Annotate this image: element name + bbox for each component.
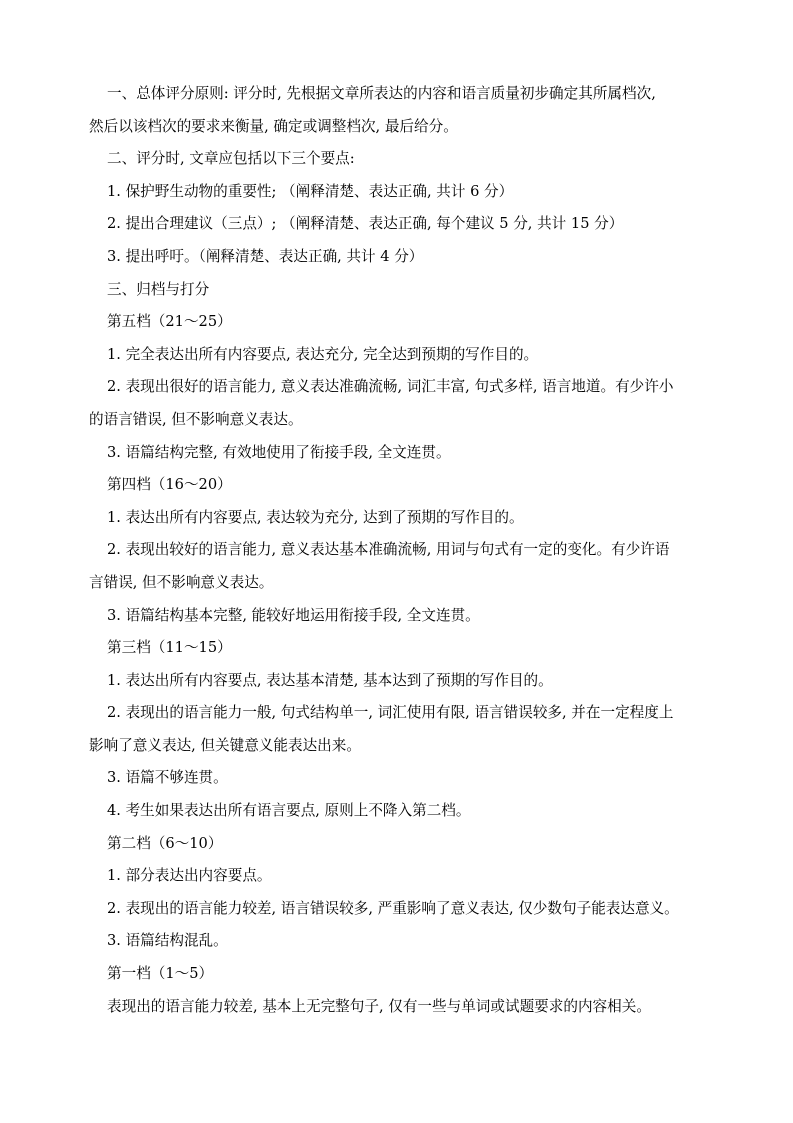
list-item: 3. 语篇结构完整, 有效地使用了衔接手段, 全文连贯。: [107, 443, 451, 461]
paragraph-line: 表现出的语言能力较差, 基本上无完整句子, 仅有一些与单词或试题要求的内容相关。: [107, 997, 651, 1015]
paragraph-line: 然后以该档次的要求来衡量, 确定或调整档次, 最后给分。: [89, 117, 458, 135]
section-heading: 二、评分时, 文章应包括以下三个要点:: [107, 150, 355, 168]
list-item: 3. 语篇不够连贯。: [107, 769, 228, 787]
document-page: [89, 78, 727, 1023]
paragraph-line: 一、总体评分原则: 评分时, 先根据文章所表达的内容和语言质量初步确定其所属档次,: [107, 85, 656, 102]
section-heading: 三、归档与打分: [107, 280, 210, 298]
list-item: 2. 表现出的语言能力一般, 句式结构单一, 词汇使用有限, 语言错误较多, 并在一定程度上: [107, 704, 674, 722]
tier-heading: 第五档（21～25）: [107, 313, 232, 331]
list-item-continuation: 言错误, 但不影响意义表达。: [89, 573, 274, 591]
list-item: 4. 考生如果表达出所有语言要点, 原则上不降入第二档。: [107, 802, 471, 820]
list-item: 1. 完全表达出所有内容要点, 表达充分, 完全达到预期的写作目的。: [107, 345, 539, 363]
tier-heading: 第二档（6～10）: [107, 834, 223, 852]
list-item: 3. 提出呼吁。（阐释清楚、表达正确, 共计 4 分）: [107, 247, 424, 265]
list-item-continuation: 影响了意义表达, 但关键意义能表达出来。: [89, 736, 361, 754]
list-item: 2. 表现出较好的语言能力, 意义表达基本准确流畅, 用词与句式有一定的变化。有少许语: [107, 541, 670, 559]
list-item: 2. 表现出的语言能力较差, 语言错误较多, 严重影响了意义表达, 仅少数句子能表达意义。: [107, 899, 679, 917]
list-item: 3. 语篇结构基本完整, 能较好地运用衔接手段, 全文连贯。: [107, 606, 480, 624]
list-item: 1. 保护野生动物的重要性; （阐释清楚、表达正确, 共计 6 分）: [107, 182, 514, 200]
list-item: 3. 语篇结构混乱。: [107, 932, 228, 950]
list-item: 1. 部分表达出内容要点。: [107, 867, 272, 885]
list-item: 1. 表达出所有内容要点, 表达基本清楚, 基本达到了预期的写作目的。: [107, 671, 553, 689]
tier-heading: 第三档（11～15）: [107, 639, 232, 657]
tier-heading: 第一档（1～5）: [107, 965, 214, 983]
list-item: 2. 表现出很好的语言能力, 意义表达准确流畅, 词汇丰富, 句式多样, 语言地道。有少许小: [107, 378, 674, 396]
list-item: 2. 提出合理建议（三点）; （阐释清楚、表达正确, 每个建议 5 分, 共计 15 分）: [107, 215, 624, 233]
list-item-continuation: 的语言错误, 但不影响意义表达。: [89, 410, 303, 428]
list-item: 1. 表达出所有内容要点, 表达较为充分, 达到了预期的写作目的。: [107, 508, 524, 526]
tier-heading: 第四档（16～20）: [107, 476, 232, 494]
